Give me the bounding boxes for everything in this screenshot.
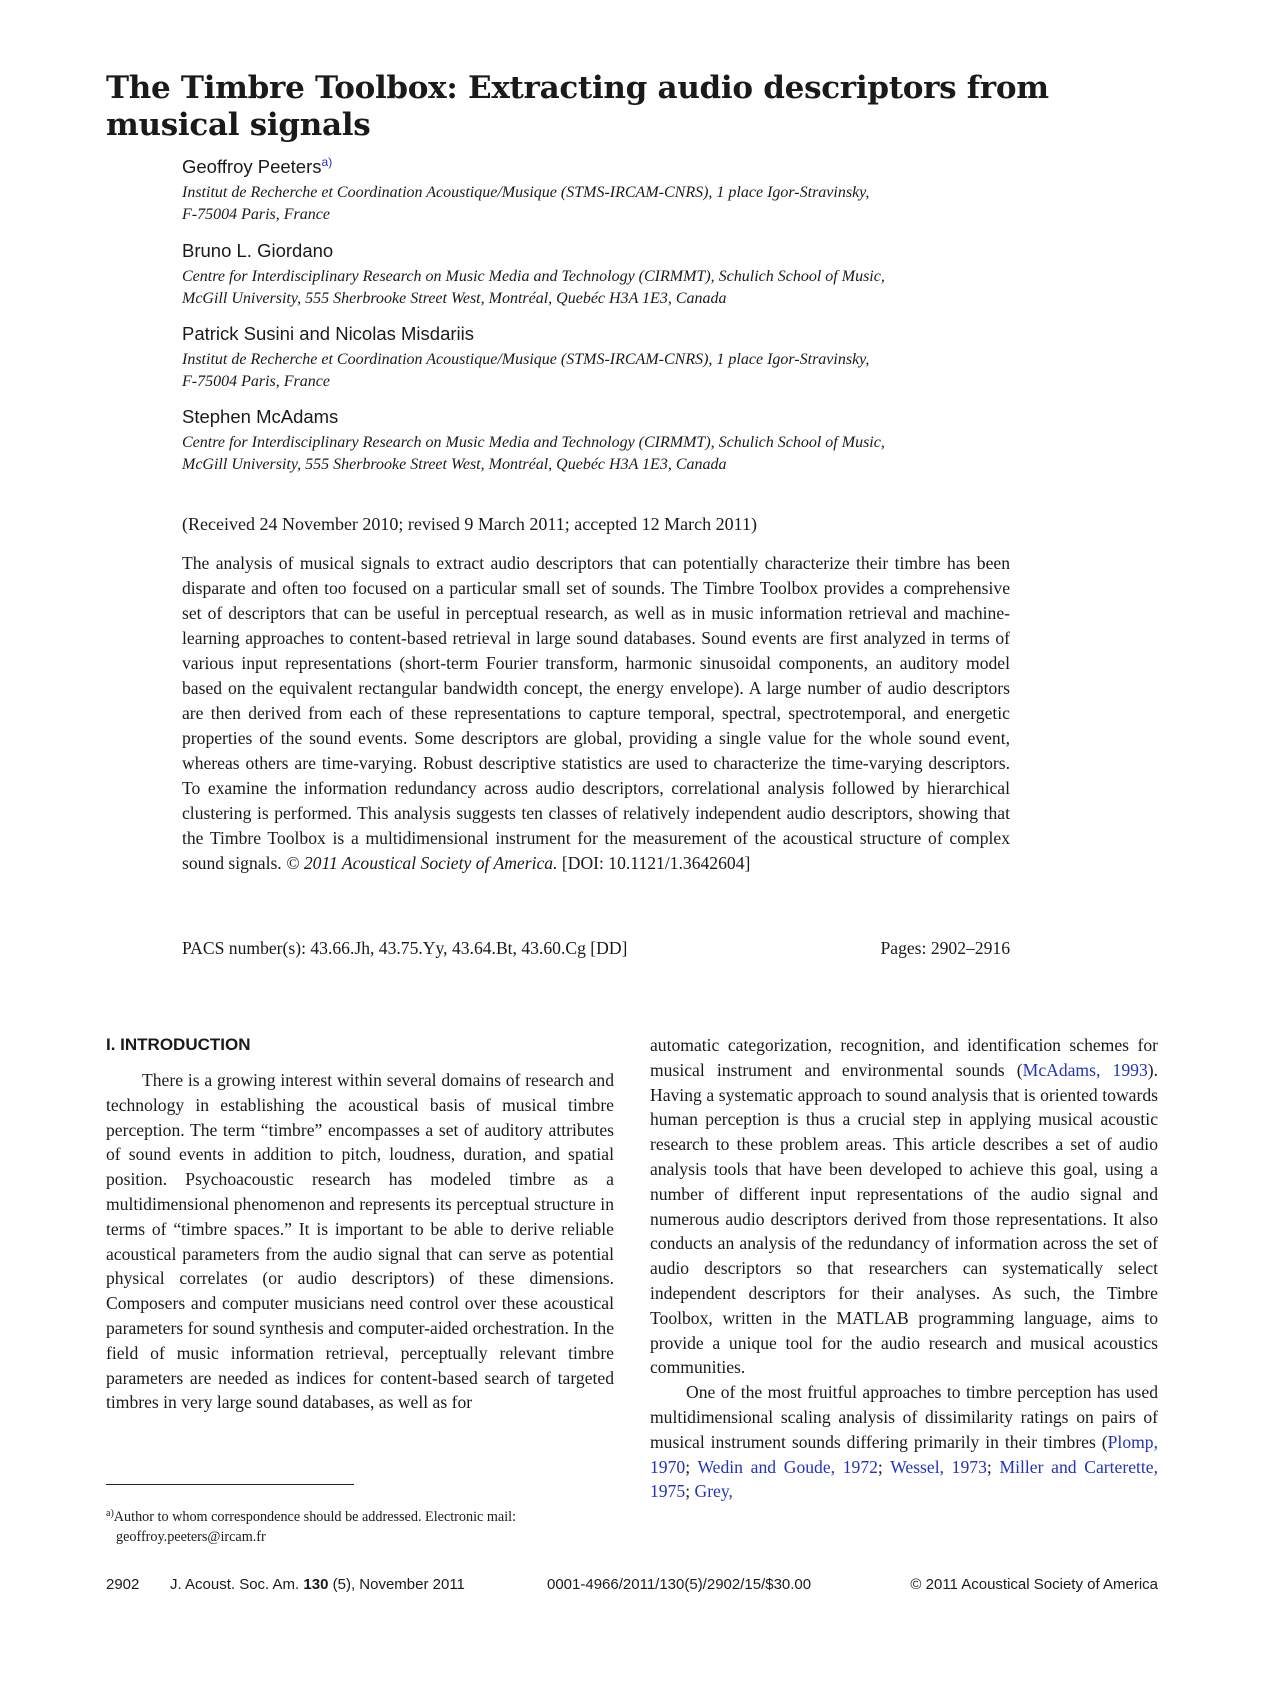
author-affiliation: Centre for Interdisciplinary Research on Music Media and Technology (CIRMMT), Schulich School of Music, McGill University, 555 Sherbrooke Street West, Montréal, Quebéc H3A 1E3, Canada [182,268,885,307]
abstract-body: The analysis of musical signals to extract audio descriptors that can potentially characterize their timbre has been disparate and often too focused on a particular small set of sounds. The Timbre Toolbox provides a comprehensive set of descriptors that can be useful in perceptual research, as well as in music information retrieval and machine-learning approaches to content-based retrieval in large sound databases. Sound events are first analyzed in terms of various input representations (short-term Fourier transform, harmonic sinusoidal components, an auditory model based on the equivalent rectangular bandwidth concept, the energy envelope). A large number of audio descriptors are then derived from each of these representations to capture temporal, spectral, spectrotemporal, and energetic properties of the sound events. Some descriptors are global, providing a single value for the whole sound event, whereas others are time-varying. Robust descriptive statistics are used to characterize the time-varying descriptors. To examine the information redundancy across audio descriptors, correlational analysis followed by hierarchical clustering is performed. This analysis suggests ten classes of relatively independent audio descriptors, showing that the Timbre Toolbox is a multidimensional instrument for the measurement of the acoustical structure of complex sound signals. [182,553,1010,873]
paragraph: automatic categorization, recognition, and identification schemes for musical instrument and environmental sounds (McAdams, 1993). Having a systematic approach to sound analysis that is oriented towards human perception is thus a crucial step in applying musical acoustic research to these problem areas. This article describes a set of audio analysis tools that have been developed to achieve this goal, using a number of different input representations of the audio signal and numerous audio descriptors derived from those representations. It also conducts an analysis of the redundancy of information across the set of audio descriptors so that researchers can systematically select independent descriptors for their analyses. As such, the Timbre Toolbox, written in the MATLAB programming language, aims to provide a unique tool for the audio research and musical acoustics communities. [650,1035,1159,1378]
author-name: Bruno L. Giordano [182,240,334,261]
author-name: Stephen McAdams [182,406,339,427]
author-name: Geoffroy Peeters$^{a)}$ [182,155,333,177]
page-number: 2902 [106,1576,140,1593]
citation-link[interactable]: Grey, [694,1481,733,1502]
email-link[interactable]: geoffroy.peeters@ircam.fr [116,1528,266,1545]
footnote: $^{a)}$Author to whom correspondence should be addressed. Electronic mail: geoffroy.peeters@ircam.fr [106,1508,517,1545]
footer-copyright: © 2011 Acoustical Society of America [910,1576,1158,1593]
paragraph: There is a growing interest within several domains of research and technology in establishing the acoustical basis of musical timbre perception. The term “timbre” encompasses a set of auditory attributes of sound events in addition to pitch, loudness, duration, and spatial position. Psychoacoustic research has modeled timbre as a multidimensional phenomenon and represents its perceptual structure in terms of “timbre spaces.” It is important to be able to derive reliable acoustical parameters from the audio signal that can serve as potential physical correlates (or audio descriptors) of these dimensions. Composers and computer musicians need control over these acoustical parameters for sound synthesis and computer-aided orchestration. In the field of music information retrieval, perceptually relevant timbre parameters are needed as indices for content-based search of targeted timbres in very large sound databases, as well as for [106,1070,614,1413]
author-block-3 [182,322,1042,393]
paper-title: The Timbre Toolbox: Extracting audio descriptors from musical signals [106,70,1049,143]
citation-link[interactable]: Miller and Carterette, 1975 [650,1456,1158,1502]
author-affiliation: Institut de Recherche et Coordination Acoustique/Musique (STMS-IRCAM-CNRS), 1 place Igor-Stravinsky, F-75004 Paris, France [182,184,870,223]
author-name: Patrick Susini and Nicolas Misdariis [182,323,474,344]
pacs-line [182,936,1010,960]
author-affiliation: Centre for Interdisciplinary Research on Music Media and Technology (CIRMMT), Schulich School of Music, McGill University, 555 Sherbrooke Street West, Montréal, Quebéc H3A 1E3, Canada [182,434,885,473]
paragraph: One of the most fruitful approaches to timbre perception has used multidimensional scaling analysis of dissimilarity ratings on pairs of musical instrument sounds differing primarily in their timbres (Plomp, 1970; Wedin and Goude, 1972; Wessel, 1973; Miller and Carterette, 1975; Grey, [650,1382,1158,1502]
author-block-1 [182,155,1042,226]
abstract [182,551,1010,876]
citation-link[interactable]: Wessel, 1973 [890,1456,987,1477]
citation-link[interactable]: Plomp, 1970 [650,1431,1158,1477]
abstract-copyright: © 2011 Acoustical Society of America. [286,853,558,873]
footnote-rule [106,1484,354,1485]
author-block-4 [182,405,1042,476]
pacs-numbers: PACS number(s): 43.66.Jh, 43.75.Yy, 43.64.Bt, 43.60.Cg [DD] [182,938,628,958]
issn-code: 0001-4966/2011/130(5)/2902/15/$30.00 [547,1576,812,1593]
left-column [106,1033,614,1415]
footnote-marker: a) [106,1508,114,1519]
citation-link[interactable]: Wedin and Goude, 1972 [697,1456,878,1477]
footnote-marker[interactable]: a) [321,155,333,169]
citation-link[interactable]: McAdams, 1993 [1022,1059,1148,1080]
right-column [650,1033,1158,1504]
doi-link[interactable]: [DOI: 10.1121/1.3642604] [561,853,751,873]
author-affiliation: Institut de Recherche et Coordination Acoustique/Musique (STMS-IRCAM-CNRS), 1 place Igor-Stravinsky, F-75004 Paris, France [182,351,870,390]
section-heading: I. INTRODUCTION [106,1035,251,1054]
author-block-2 [182,239,1042,310]
journal-citation: J. Acoust. Soc. Am. 130 (5), November 2011 [170,1576,465,1593]
received-dates: (Received 24 November 2010; revised 9 March 2011; accepted 12 March 2011) [182,514,757,534]
page-range: Pages: 2902–2916 [880,938,1010,958]
